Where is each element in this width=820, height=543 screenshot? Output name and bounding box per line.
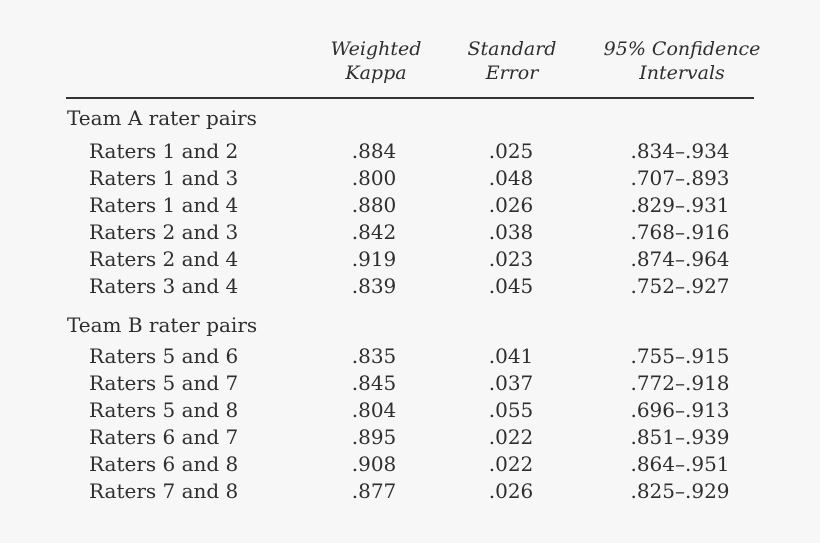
rater-pair-label: Raters 1 and 4 bbox=[89, 193, 239, 217]
rater-pair-label: Raters 3 and 4 bbox=[89, 274, 239, 298]
header-confidence-intervals bbox=[596, 37, 768, 85]
rater-pair-label: Raters 2 and 3 bbox=[89, 220, 239, 244]
kappa-value: .800 bbox=[351, 166, 397, 190]
rater-pair-label: Raters 1 and 3 bbox=[89, 166, 239, 190]
standard-error-value: .038 bbox=[488, 220, 534, 244]
table-row bbox=[0, 451, 820, 478]
confidence-interval-value: .834–.934 bbox=[630, 139, 730, 163]
table-row bbox=[0, 165, 820, 192]
kappa-value: .880 bbox=[351, 193, 397, 217]
rater-pair-label: Raters 5 and 7 bbox=[89, 371, 239, 395]
standard-error-value: .048 bbox=[488, 166, 534, 190]
standard-error-value: .041 bbox=[488, 344, 534, 368]
header-weighted-kappa bbox=[322, 37, 430, 85]
kappa-value: .839 bbox=[351, 274, 397, 298]
rater-pair-label: Raters 6 and 8 bbox=[89, 452, 239, 476]
header-rule bbox=[66, 97, 754, 99]
kappa-value: .884 bbox=[351, 139, 397, 163]
header-ci-line1: 95% Confidence bbox=[603, 38, 761, 60]
standard-error-value: .022 bbox=[488, 425, 534, 449]
standard-error-value: .026 bbox=[488, 193, 534, 217]
confidence-interval-value: .768–.916 bbox=[630, 220, 730, 244]
rater-pair-label: Raters 6 and 7 bbox=[89, 425, 239, 449]
rater-pair-label: Raters 1 and 2 bbox=[89, 139, 239, 163]
standard-error-value: .037 bbox=[488, 371, 534, 395]
table-row bbox=[0, 424, 820, 451]
confidence-interval-value: .825–.929 bbox=[630, 479, 730, 503]
confidence-interval-value: .829–.931 bbox=[630, 193, 730, 217]
standard-error-value: .055 bbox=[488, 398, 534, 422]
header-se-line1: Standard bbox=[467, 38, 557, 60]
kappa-value: .895 bbox=[351, 425, 397, 449]
standard-error-value: .045 bbox=[488, 274, 534, 298]
confidence-interval-value: .755–.915 bbox=[630, 344, 730, 368]
kappa-value: .877 bbox=[351, 479, 397, 503]
standard-error-value: .022 bbox=[488, 452, 534, 476]
group-title-team-a: Team A rater pairs bbox=[67, 106, 257, 130]
rater-pair-label: Raters 5 and 8 bbox=[89, 398, 239, 422]
confidence-interval-value: .696–.913 bbox=[630, 398, 730, 422]
confidence-interval-value: .864–.951 bbox=[630, 452, 730, 476]
header-kappa-line1: Weighted bbox=[330, 38, 422, 60]
rater-pair-label: Raters 7 and 8 bbox=[89, 479, 239, 503]
table-row bbox=[0, 219, 820, 246]
confidence-interval-value: .752–.927 bbox=[630, 274, 730, 298]
header-ci-line2: Intervals bbox=[639, 62, 725, 84]
standard-error-value: .023 bbox=[488, 247, 534, 271]
kappa-value: .842 bbox=[351, 220, 397, 244]
kappa-value: .919 bbox=[351, 247, 397, 271]
confidence-interval-value: .874–.964 bbox=[630, 247, 730, 271]
standard-error-value: .026 bbox=[488, 479, 534, 503]
group-title-team-b: Team B rater pairs bbox=[67, 313, 258, 337]
table-row bbox=[0, 478, 820, 505]
table-row bbox=[0, 138, 820, 165]
kappa-value: .845 bbox=[351, 371, 397, 395]
table-row bbox=[0, 397, 820, 424]
table-row bbox=[0, 343, 820, 370]
table-row bbox=[0, 273, 820, 300]
kappa-value: .835 bbox=[351, 344, 397, 368]
table-row bbox=[0, 370, 820, 397]
header-se-line2: Error bbox=[485, 62, 539, 84]
table-row bbox=[0, 192, 820, 219]
standard-error-value: .025 bbox=[488, 139, 534, 163]
kappa-value: .804 bbox=[351, 398, 397, 422]
confidence-interval-value: .707–.893 bbox=[630, 166, 730, 190]
confidence-interval-value: .772–.918 bbox=[630, 371, 730, 395]
rater-pair-label: Raters 5 and 6 bbox=[89, 344, 239, 368]
rater-pair-label: Raters 2 and 4 bbox=[89, 247, 239, 271]
header-standard-error bbox=[458, 37, 566, 85]
confidence-interval-value: .851–.939 bbox=[630, 425, 730, 449]
kappa-value: .908 bbox=[351, 452, 397, 476]
header-kappa-line2: Kappa bbox=[345, 62, 407, 84]
table-row bbox=[0, 246, 820, 273]
